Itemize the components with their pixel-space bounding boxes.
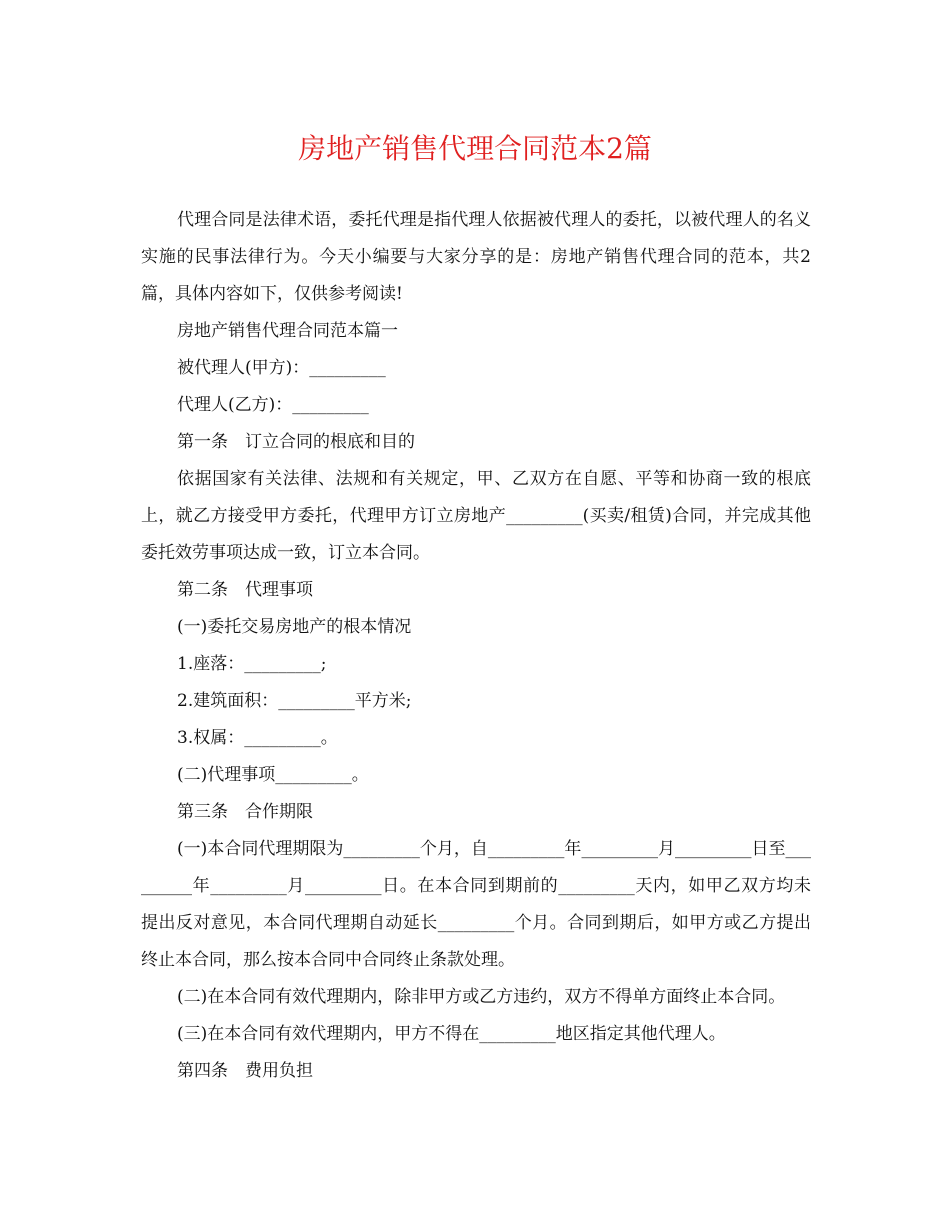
article-two-heading: 第二条 代理事项 — [177, 580, 313, 600]
article-three-heading: 第三条 合作期限 — [177, 802, 313, 822]
principal-party-line: 被代理人(甲方)：_________ — [177, 358, 386, 378]
section-heading-part-one: 房地产销售代理合同范本篇一 — [177, 321, 398, 341]
intro-paragraph: 代理合同是法律术语，委托代理是指代理人依据被代理人的委托，以被代理人的名义实施的民事法律行为。今天小编要与大家分享的是：房地产销售代理合同的范本，共2篇，具体内容如下，仅供参考阅读! — [141, 210, 811, 304]
document-body — [141, 202, 811, 1090]
article-three-clause-two: (二)在本合同有效代理期内，除非甲方或乙方违约，双方不得单方面终止本合同。 — [177, 987, 786, 1007]
article-four-heading: 第四条 费用负担 — [177, 1061, 313, 1081]
article-three-clause-three: (三)在本合同有效代理期内，甲方不得在_________地区指定其他代理人。 — [177, 1024, 726, 1044]
document-title: 房地产销售代理合同范本2篇 — [298, 132, 652, 165]
article-one-body: 依据国家有关法律、法规和有关规定，甲、乙双方在自愿、平等和协商一致的根底上，就乙方接受甲方委托，代理甲方订立房地产_________(买卖/租赁)合同，并完成其他委托效劳事项达成一致，订立本合同。 — [141, 469, 811, 563]
article-two-subheading-one: (一)委托交易房地产的根本情况 — [177, 617, 412, 637]
property-location-line: 1.座落：_________; — [177, 654, 327, 674]
agent-party-line: 代理人(乙方)：_________ — [177, 395, 369, 415]
property-area-line: 2.建筑面积：_________平方米; — [177, 691, 412, 711]
property-ownership-line: 3.权属：_________。 — [177, 728, 338, 748]
article-three-clause-one: (一)本合同代理期限为_________个月，自_________年_________月_________日至_________年_________月_________日。在本合同到期前的_________天内，如甲乙双方均未提出反对意见，本合同代理期自动延长_________个月。合同到期后，如甲方或乙方提出终止本合同，那么按本合同中合同终止条款处理。 — [141, 839, 811, 970]
article-one-heading: 第一条 订立合同的根底和目的 — [177, 432, 415, 452]
article-two-subheading-two: (二)代理事项_________。 — [177, 765, 369, 785]
